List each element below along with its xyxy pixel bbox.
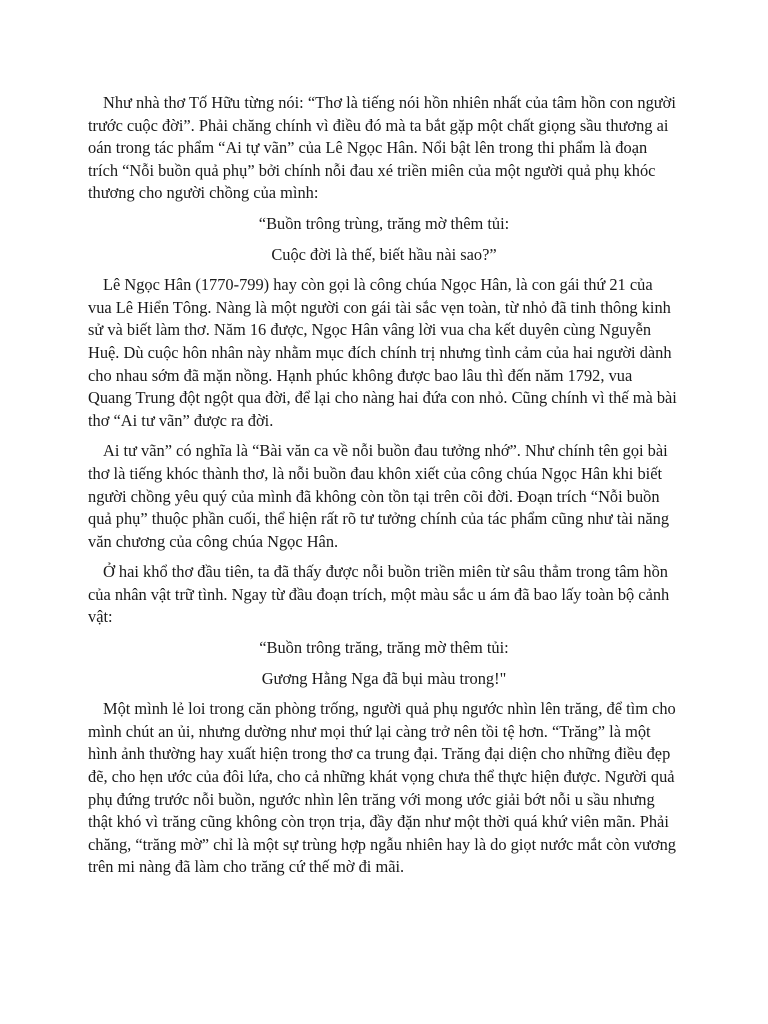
paragraph-intro: Như nhà thơ Tố Hữu từng nói: “Thơ là tiếng nói hồn nhiên nhất của tâm hồn con người trước cuộc đời”. Phải chăng chính vì điều đó mà ta bắt gặp một chất giọng sầu thương ai oán trong tác phẩm “Ai tự vãn” của Lê Ngọc Hân. Nổi bật lên trong thi phẩm là đoạn trích “Nỗi buồn quả phụ” bởi chính nỗi đau xé triền miên của một người quả phụ khóc thương cho người chồng của mình: xyxy=(88,93,676,203)
document-page xyxy=(88,92,680,887)
verse-line-3: “Buồn trông trăng, trăng mờ thêm tủi: xyxy=(259,638,509,658)
verse-line-4: Gương Hằng Nga đã bụi màu trong!" xyxy=(261,668,507,688)
paragraph-biography: Lê Ngọc Hân (1770-799) hay còn gọi là công chúa Ngọc Hân, là con gái thứ 21 của vua Lê Hiển Tông. Nàng là một người con gái tài sắc vẹn toàn, từ nhỏ đã tinh thông kinh sử và biết làm thơ. Năm 16 được, Ngọc Hân vâng lời vua cha kết duyên cùng Nguyễn Huệ. Dù cuộc hôn nhân này nhằm mục đích chính trị nhưng tình cảm của hai người dành cho nhau sớm đã mặn nồng. Hạnh phúc không được bao lâu thì đến năm 1792, vua Quang Trung đột ngột qua đời, để lại cho nàng hai đứa con nhỏ. Cũng chính vì thế mà bài thơ “Ai tư vãn” được ra đời. xyxy=(88,275,677,430)
paragraph-first-stanzas: Ở hai khổ thơ đầu tiên, ta đã thấy được nỗi buồn triền miên từ sâu thẳm trong tâm hồn của nhân vật trữ tình. Ngay từ đầu đoạn trích, một màu sắc u ám đã bao lấy toàn bộ cảnh vật: xyxy=(88,562,670,627)
paragraph-moon-analysis: Một mình lẻ loi trong căn phòng trống, người quả phụ ngước nhìn lên trăng, để tìm cho mình chút an ủi, nhưng dường như mọi thứ lại càng trở nên tồi tệ hơn. “Trăng” là một hình ảnh thường hay xuất hiện trong thơ ca trung đại. Trăng đại diện cho những điều đẹp đẽ, cho hẹn ước của đôi lứa, cho cả những khát vọng chưa thể thực hiện được. Người quả phụ đứng trước nỗi buồn, ngước nhìn lên trăng với mong ước giải bớt nỗi u sầu nhưng thật khó vì trăng cũng không còn trọn trịa, đầy đặn như một thời quá khứ viên mãn. Phải chăng, “trăng mờ” chỉ là một sự trùng hợp ngẫu nhiên hay là do giọt nước mắt còn vương trên mi nàng đã làm cho trăng cứ thế mờ đi mãi. xyxy=(88,699,676,877)
verse-line-1: “Buồn trông trùng, trăng mờ thêm tủi: xyxy=(258,213,510,233)
verse-line-2: Cuộc đời là thế, biết hầu nài sao?” xyxy=(271,244,497,264)
paragraph-title-meaning: Ai tư vãn” có nghĩa là “Bài văn ca về nỗi buồn đau tưởng nhớ”. Như chính tên gọi bài thơ là tiếng khóc thành thơ, là nỗi buồn đau khôn xiết của công chúa Ngọc Hân khi biết người chồng yêu quý của mình đã không còn tồn tại trên cõi đời. Đoạn trích “Nỗi buồn quả phụ” thuộc phần cuối, thể hiện rất rõ tư tưởng chính của tác phẩm cũng như tài năng văn chương của công chúa Ngọc Hân. xyxy=(88,441,670,551)
